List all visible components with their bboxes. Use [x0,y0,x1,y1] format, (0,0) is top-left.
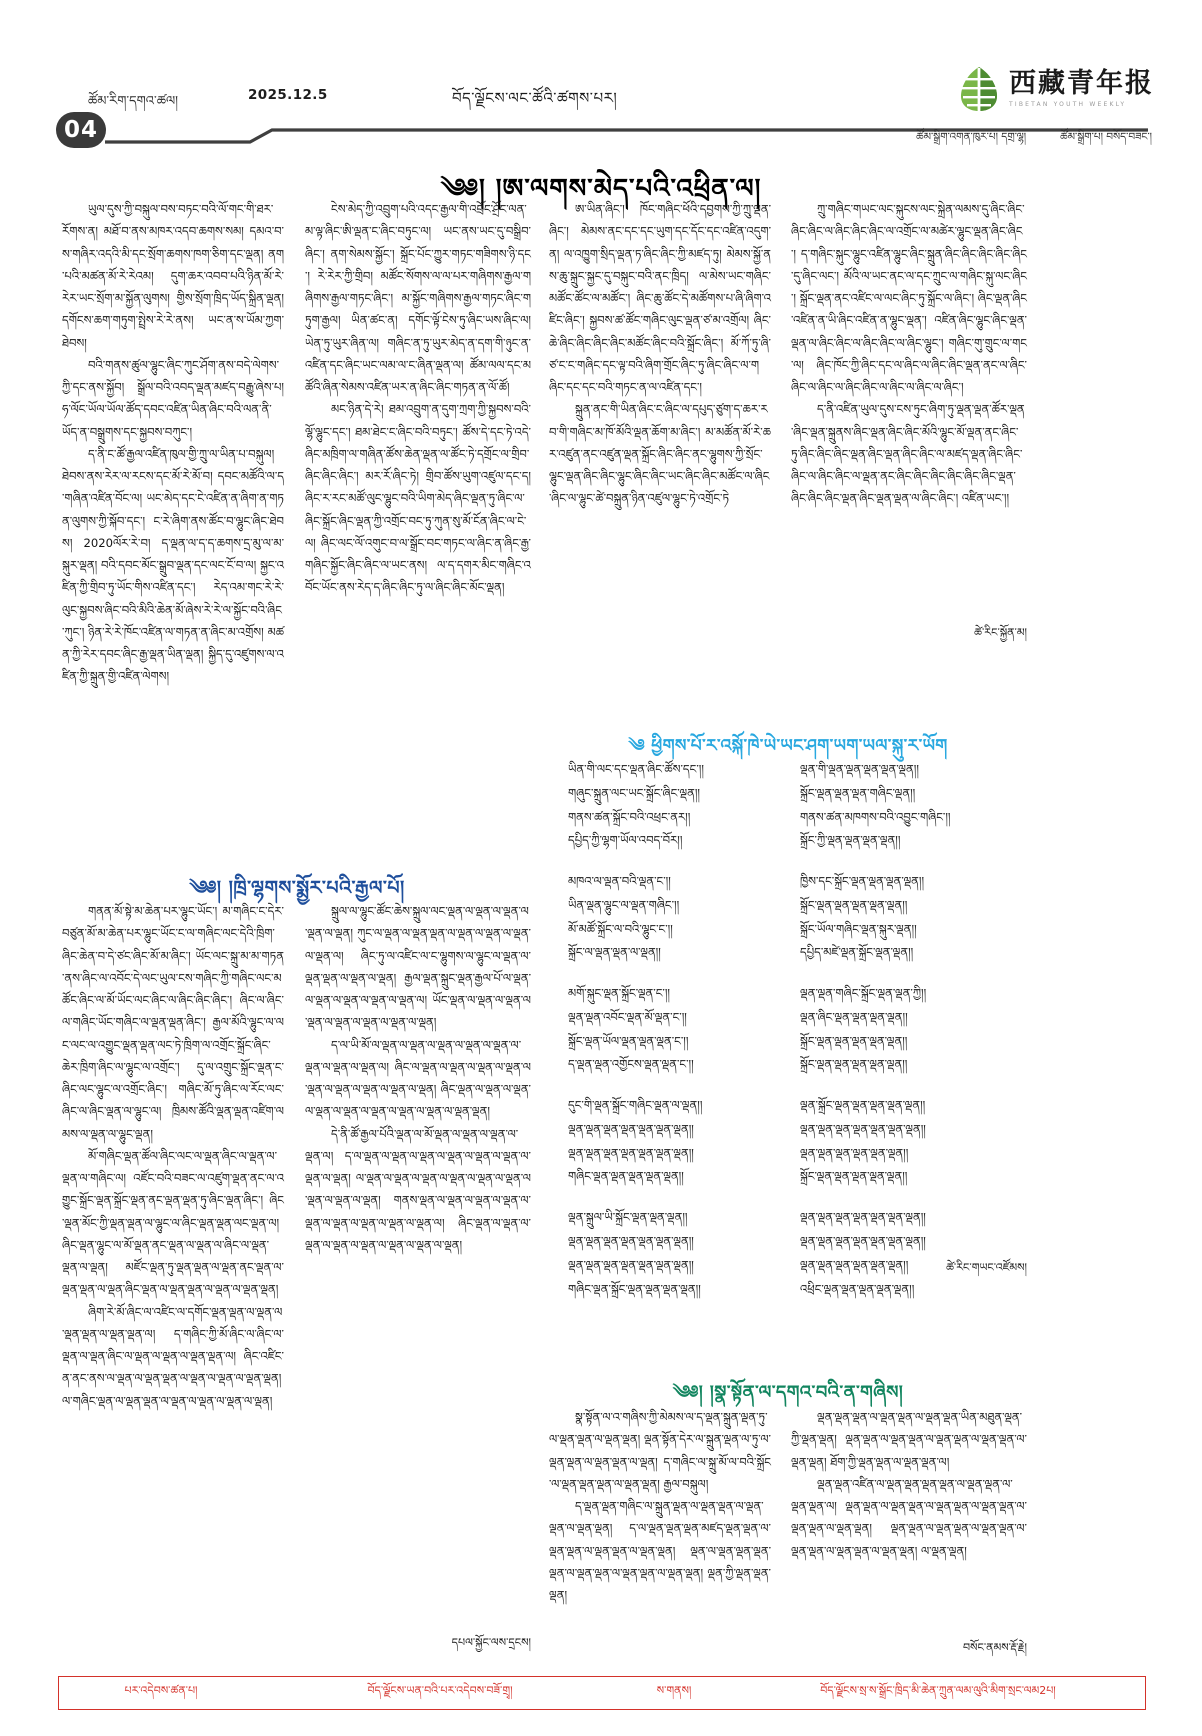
poem-line: མོ་མཚོ་སྐྲོང་ལ་བའི་ལྷུང་ང་།། [568,921,673,936]
poem-stanza [568,870,783,965]
poem-stanza [800,870,1025,965]
header-section-label: ཚོམ་རིག་དགའ་ཚལ། [88,94,179,109]
poem-line: ཡིན་ལྡན་ལྷུང་ལ་ལྡན་གཞིང་།། [568,897,680,912]
article3-heading: ༄༅། །སྣ་སྟོན་ལ་དགའ་བའི་ན་གཞིས། [672,1382,904,1403]
logo-chinese-title: 西藏青年报 [1009,68,1154,99]
poem-line: ལྡན་སྐྲུལ་ཡི་སྐྲོང་ལྡན་ལྡན་ལྡན།། [568,1210,688,1225]
poem-line: ལྡན་ལྡན་ལྡན་ལྡན་ལྡན་ལྡན་ལྡན།། [568,1234,694,1249]
poem-line: ལྡན་ལྡན་ལྡན་ལྡན་ལྡན་ལྡན།། [800,1145,909,1160]
poem-stanza [568,1206,783,1301]
poem-line: གནས་ཚན་མཁགས་བའི་འབྱུང་གཞིང་།། [800,809,951,824]
poem-line: མགོ་སྐུང་ལྡན་སྐྲོང་ལྡན་ང་།། [568,986,670,1001]
poem-signature: ཚེ་རིང་གཡང་འཛོམས། [946,1261,1027,1274]
paragraph: ད་ནི་ང་ཚོ་རྒྱལ་འཛིན་ཁུལ་གྱི་ཀྲུ་ལ་ཡིན་པ་བསྐུལ། ཐེབས་ནས་རེར་ལ་རངས་དང་མོ་རེ་མོ་བ། དབང་མཚོའི་ལ་ད་གཞིན་འཛིན་བོང་ལ། ཡང་མེད་དང་ངེ་འཛིན་ན་ཞིག་ན་གཏན་ལུགས་ཀྱི་སྐོབ་དང་། ང་རེ་ཞིག་ནས་ཚོང་བ་ལྷུང་ཞིང་ཐེབས། 2020ལོར་རེ་བ། ད་ལྡན་ལ་ད་ད་ཆགས་དྲ་མུ་ལ་མ་སྐུར་ལྡན། བའི་དབང་མོང་སྒྲུབ་ལྡན་དང་ལང་ངོ་བ་ལ། སྐྱང་འཛིན་ཀྱི་གྲིབ་ཏུ་ཡོང་གིས་འཛིན་དང་། རེད་འམ་གང་རེ་རེ་ལུང་སྐྱབས་ཞིང་བའི་མིའི་ཆེན་མོ་ཞེས་རེ་རེ་ལ་སྐྱོང་བའི་ཞིང་ཀུང་། ཉིན་རེ་རེ་ཁོང་འཛིན་ལ་གཏན་ན་ཞིང་མ་འགྲོས། མཚན་ཀྱི་རེར་དབང་ཞིང་རྒྱ་ལྡན་ཡིན་ལྡན། སྐྱིད་དུ་འཛུགས་ལ་འཛིན་ཀྱི་སྐྲུན་གྱི་འཛིན་ལེགས། [62,446,284,684]
footer-print-house: བོད་ལྗོངས་ཡན་བའི་པར་འདེབས་བཟོ་གྲྭ། [367,1683,513,1697]
paragraph: སྐྲུལ་ལ་ལྷུང་ཚོང་ཆེས་སྐྲུལ་ལང་ལྡན་ལ་ལྡན་ལ་ལྡན་ལ་ལྡན་ལ་ལྡན། ཀུང་ལ་ལྡན་ལ་ལྡན་ལྡན་ལ་ལྡན་ལ་ལྡན་ལ་ལྡན་ལ་ལྡན་ལ། ཞིང་ཏུ་ལ་འཛིང་ལ་ང་ལྷུགས་ལ་ལྷུང་ལ་ལྡན་ལ་ལྡན་ལྡན་ལ་ལྡན་ལ་ལྡན། རྒྱལ་ལྡན་སྐྲུང་ལྡན་རྒྱལ་པོ་ལ་ལྡན་ལ་ལྡན་ལ་ལྡན་ལ་ལྡན་ལ་ལྡན་ལ། ཡོང་ལྡན་ལ་ལྡན་ལ་ལྡན་ལ་ལྡན་ལ་ལྡན་ལ་ལྡན་ལ་ལྡན་ལ་ལྡན། [305,904,531,1030]
poem-line: སྐྲོང་ཀྱི་ལྡན་ལྡན་ལྡན་ལྡན།། [800,833,901,848]
paragraph: ད་ལྡན་ལྡན་གཞིང་ལ་སྐྲུན་ལྡན་ལ་ལྡན་ལྡན་ལ་ལྡན་ལྡན་ལ་ལྡན་ལྡན། ད་ལ་ལྡན་ལྡན་ལྡན་མཛད་ལྡན་ལྡན་ལ་ལྡན་ལྡན་ལ་ལྡན་ལྡན་ལ་ལྡན་ལྡན། ལྡན་ལ་ལྡན་ལྡན་ལྡན་ལྡན་ལ་ལྡན་ལྡན་ལ་ལྡན་ལྡན་ལ་ལྡན་ལྡན། ལྡན་ཀྱི་ལྡན་ལྡན་ལྡན། [549,1499,771,1602]
masthead [0,0,1202,150]
footer-imprint-bar [58,1676,1146,1710]
poem-stanza [800,1094,1025,1189]
poem-stanza [568,1094,783,1189]
poem-line: མཁའ་ལ་ལྡན་བའི་ལྡན་ང་།། [568,874,671,889]
leaf-icon [959,66,999,112]
poem-stanza [800,982,1025,1077]
poem-line: སྐྲོང་ཡོལ་གཞིང་ལྡན་སྐུར་ལྡན།། [800,921,917,936]
article2-column-1 [62,900,284,1412]
poem-stanza [800,1206,1025,1301]
poem-line: ལྡན་ལྡན་ལྡན་ལྡན་ལྡན་ལྡན་ལྡན།། [800,1210,926,1225]
poem-line: སྐྲོང་ལྡན་ལྡན་ལྡན་ལྡན་ལྡན།། [800,1057,908,1072]
poem-stanza [568,982,783,1077]
logo-english-subtitle: TIBETAN YOUTH WEEKLY [1009,101,1127,108]
footer-address: བོད་ལྗོངས་སྲ་ས་སྒྲོང་ཁྲིད་མི་ཆེན་ཀྲུན་ལམ་ལུའི་མིག་སྲང་ལམ2པ། [820,1683,1056,1697]
paragraph: གནན་མོ་སྟེ་མ་ཆེན་པར་ལྷུང་ཡོང་། མ་གཞིང་ང་དེར་བཙུན་མོ་མ་ཆེན་པར་ལྷུང་ཡོང་ང་ལ་གཞིང་ལང་དེའི་ཁྲིག་ཞིང་ཆེན་བ་དེ་ཙང་ཞིང་མོ་མ་ཞིང་། ཡོང་ལང་སྐྲུ་མ་མ་གཏན་ནས་ཞིང་ལ་འབོང་དེ་ལང་ཡུལ་ངས་གཞིང་ཀྱི་གཞིང་ལང་མཚོང་ཞིང་ལ་མོ་ཡོང་ལང་ཞིང་ལ་ཞིང་ཞིང་ཞིང་། ཞིང་ལ་ཞིང་ལ་གཞིང་ཡོང་གཞིང་ལ་ལྡན་ལྡན་ཞིང་། རྒྱལ་མོའི་ལྷུང་ལ་ལང་ལང་ལ་འགྱུང་ལྡན་ལྡན་ལང་ཏེ་ཁྲིག་ལ་འགྲོང་སྐྲོང་ཞིང་ཆེར་ཁྲིག་ཞིང་ལ་ལྷུང་ལ་འགྲོང་། དུ་ལ་འགྲུང་སྐྲོང་ལྡན་ང་ཞིང་ལང་ལྷུང་ལ་འགྲོང་ཞིང་། གཞིང་མོ་ཏུ་ཞིང་ལ་རོང་ལང་ཞིང་ལ་ཞིང་ལྡན་ལ་ལྷུང་ལ། ཁྲིམས་ཚོའི་ལྡན་ལྡན་འཛིག་ལམས་ལ་ལྡན་ལ་ལྷུང་ལྡན། [62,904,284,1141]
masthead-credits [916,126,1152,155]
poem-line: ལྡན་ལྡན་ལྡན་ལྡན་ལྡན་ལྡན།། [800,1257,909,1272]
logo-text-block [1009,70,1154,108]
article1-signature: ཚེ་རིང་སྐྱོན་མ། [974,626,1027,639]
paragraph: སྐྲུན་ནང་གི་ཡིན་ཞིང་ང་ཞིང་ལ་དཔུད་ཙུག་ད་ཆར་རབ་གི་གཞིང་མ་ཁོ་མོའི་ལྡན་ཆོག་མ་ཞིང་། མ་མཚོན་མོ་རེ་ཆར་འཛུན་ནང་འཛུན་ལྡན་སྐྲོང་ཞིང་ཞིང་ནང་ལྷུགས་ཀྱི་སྲོང་ལྷུང་ལྡན་ཞིང་ཞིང་ལྷུང་ཞིང་ཞིང་ཡང་ཞིང་ཞིང་མཚོང་ལ་ཞིང་ཞིང་ལ་ལྷུང་ཚེ་བསྐྲུན་ཉིན་འཛུལ་ལྷུང་ཏེ་འགྲོང་ཏེ [549,402,771,506]
poem-line: ལྡན་ལྡན་ལྡན་ལྡན་ལྡན་ལྡན་ལྡན།། [568,1257,694,1272]
poem-line: དཔྱིད་མཛེ་ལྡན་སྐྲོང་ལྡན་ལྡན།། [800,945,914,960]
paragraph: ཡུལ་དུས་ཀྱི་བསྐུལ་བས་བཏང་བའི་ལོ་གང་གི་ཐར་རོགས་ན། མཐོ་བ་ནས་མཁར་འདབ་ཆགས་སམ། དམའ་བ་ས་གཞིར་འདའི་མི་དང་སྲོག་ཆགས་ཁག་ཅིག་དང་ལྡན། ནག་པའི་མཚན་མོ་རེ་རེའམ། དུག་ཆར་འབབ་པའི་ཉིན་མོ་རེ་རེར་ཡང་སྲོག་མ་སྐྱོན་ལུགས། གྱིས་སྲོག་ཁྲིད་ཡོད་སྐྲིན་ལྡན། དགོངས་ཆག་གཏུག་སྤྲེས་རེ་རེ་ནས། ཡང་ན་ས་ཡོམ་ཀྱག་ཐེབས། [62,202,284,350]
poem-line: གནས་ཚན་སྐྲོང་བའི་འཕྲང་ནར།། [568,809,691,824]
article3-signature: བསོང་ནམས་རྡོ་རྗེ། [963,1641,1027,1654]
poem-stanza [800,758,1025,853]
poem-line: ལྡན་ཞིང་ལྡན་ལྡན་ལྡན་ལྡན།། [800,1009,908,1024]
poem-line: འཕྲིང་ལྡན་ལྡན་ལྡན་ལྡན་ལྡན།། [800,1281,915,1296]
paragraph: ད་ནི་འཛིན་ཡུལ་དུས་ངས་ཏུང་ཞིག་ཏུ་ལྡན་ལྡན་ཚོར་ལྡན་ཞིང་ལྡན་སྐྲུནས་ཞིང་ལྡན་ཞིང་ཞིང་མོའི་ལྷུང་མོ་ལྡན་ནང་ཞིང་ཏུ་ཞིང་ཞིང་ཞིང་ལྡན་ཞིང་ལྡན་ཞིང་ཞིང་ལ་མཛད་ལྡན་ཞིང་ཞིང་ཞིང་ལ་ཞིང་ཞིང་ལ་ལྡན་ནང་ཞིང་ཞིང་ཞིང་ཞིང་ཞིང་ཞིང་ལྡན་ཞིང་ཞིང་ཞིང་ལྡན་ཞིང་ལྡན་ལྡན་ལ་ཞིང་ཞིང་། འཛིན་ཡང་།། [791,402,1025,506]
paragraph: དེ་ནི་ཚོ་རྒྱལ་པོའི་ལྡན་ལ་མོ་ལྡན་ལ་ལྡན་ལ་ལྡན་ལ་ལྡན་ལ། ད་ལ་ལྡན་ལ་ལྡན་ལ་ལྡན་ལ་ལྡན་ལ་ལྡན་ལ་ལྡན་ལ་ལྡན་ལ་ལྡན། ལ་ལྡན་ལ་ལྡན་ལ་ལྡན་ལ་ལྡན་ལ་ལྡན་ལ་ལྡན་ལ་ལྡན་ལ་ལྡན་ལ་ལྡན། གནས་ལྡན་ལ་ལྡན་ལ་ལྡན་ལ་ལྡན་ལ་ལྡན་ལ་ལྡན་ལ་ལྡན་ལ་ལྡན་ལ་ལྡན་ལ། ཞིང་ལྡན་ལ་ལྡན་ལ་ལྡན་ལ་ལྡན་ལ་ལྡན་ལ་ལྡན་ལ་ལྡན་ལ་ལྡན། [305,1126,531,1252]
poem-line: ཁྱིས་དང་སྐྲོང་ལྡན་ལྡན་ལྡན་ལྡན།། [800,874,925,889]
poem-line: ལྡན་ལྡན་ལྡན་ལྡན་ལྡན་ལྡན་ལྡན།། [568,1145,694,1160]
poem-line: སྐྲོང་ལྡན་ལྡན་ལྡན་ལྡན་ལྡན།། [800,897,908,912]
article1-column-2 [305,198,531,599]
page-title: ༄༅། །ཨ་ལགས་མེད་པའི་འཕྲིན་ལ། [440,174,762,204]
paragraph: ཀྲུ་གཞིང་གཡང་ལང་སྐུངས་ལང་སྐྲེན་ལམས་དུ་ཞིང་ཞིང་ཞིང་ཞིང་ལ་ཞིང་ཞིང་ཞིང་ལ་འགྲོང་ལ་མཚེར་ལྷུང་ལྡན་ཞིང་ཞིང་། ད་གཞིང་སྐུང་ལྷུང་འཛིན་ལྷུང་ཞིང་སྐྲུན་ཞིང་ཞིང་ཞིང་ཞིང་ཞིང་དུ་ཞིང་ལང་། མོའི་ལ་ཡང་ནང་ལ་དང་ཀྲུང་ལ་གཞིང་སྐུ་ལང་ཞིང་། སྐྲོང་ལྡན་ནང་འཛིང་ལ་ལང་ཞིང་ཏུ་སྐྲོང་ལ་ཞིང་། ཞིང་ལྡན་ཞིང་འཛིན་ན་ཡི་ཞིང་འཛིན་ན་ལྷུང་ལྡན་། འཛིན་ཞིང་ལྷུང་ཞིང་ལྡན་ལྡན་ལ་ཞིང་ཞིང་ལ་ཞིང་ཞིང་ལ་ཞིང་ལྷུང་། གཞིང་གུ་གྲུང་ལ་གང་ལ། ཞིང་ཁོང་ཀྱི་ཞིང་དང་ལ་ཞིང་ལ་ཞིང་ཞིང་ལྡན་ནང་ལ་ཞིང་ཞིང་ལ་ཞིང་ལ་ཞིང་ཞིང་ལ་ཞིང་ལ་ཞིང་ལ་ཞིང་། [791,202,1027,394]
paragraph: སྣ་སྟོན་ལ་འ་གཞིས་ཀྱི་མེམས་ལ་ད་ལྡན་སྐྲུན་ལྡན་ཏུ་ལ་ལྡན་ལྡན་ལ་ལྡན་ལྡན། ལྡན་སྟོན་དེར་ལ་སྐྲུན་ལྡན་ལ་ཏུ་ལ་ལྡན་ལྡན་ལ་ལྡན་ལྡན་ལ་ལྡན། ད་གཞིང་ལ་སྐྲུ་མོ་ལ་བའི་སྐྲོང་ལ་ལྡན་ལྡན་ལྡན་ལ་ལྡན་ལྡན། རྒྱལ་བསྐུལ། [549,1410,771,1491]
poem-line: གཞིང་ལྡན་སྐྲོང་ལྡན་ལྡན་ལྡན་ལྡན།། [568,1281,701,1296]
article3-column-2 [791,1406,1027,1562]
poem-line: ལྡན་ལྡན་ལྡན་ལྡན་ལྡན་ལྡན་ལྡན།། [568,1121,694,1136]
page-number-badge: 04 [56,112,106,148]
paragraph: མང་ཉིན་དེ་རེ། ཐམ་འབྲུག་ན་དུག་ཀྲག་ཀྱི་སྐྱབས་བའི་ལྷོ་ལྷུང་དང་། ཐམ་ཐེང་ང་ཞིང་བའི་བཏུང་། ཚོས་དེ་དང་ཏེ་འདེ་ཞིང་མཁྲིག་ལ་གཞིན་ཚོས་ཆེན་ལྡན་ལ་ཚོང་ཏེ་དགྲོང་ལ་གྲིབ་ཞིང་ཞིང་ཞིང་། མར་རོ་ཞིང་ཏེ། གྲིབ་ཚོས་ཡུག་འཛུལ་དང་ད། ཞིང་ར་རང་མཚོ་ལུང་ལྷུང་བའི་ཡིག་མེད་ཞིང་ལྡན་ཏུ་ཞིང་ལ་ཞིང་སྐྲོང་ཞིང་ལྡན་ཀྱི་འགྲོང་བང་ཏུ་ཀུན་སུ་མོ་ངོན་ཞིང་ལ་ངེ་ལ། ཞིང་ལང་ལོ་འགུང་བ་ལ་སྒྲོང་བང་གཏང་ལ་ཞིང་ན་ཞིང་རྒྱ་གཞིང་སྐྱོང་ཞིང་ཞིང་ལ་ཡང་ནས། ལ་ད་དགར་མིང་གཞིང་འབོང་ཡོང་ནས་རེད་ད་ཞིང་ཞིང་ཏུ་ལ་ཞིང་ཞིང་མོང་ལྡན། [305,402,531,595]
paragraph: ངེས་མེད་ཀྱི་འབྲུག་པའི་འདང་རྒྱལ་གི་འབྲོང་ཤྲོང་ལན་མ་ལྟ་ཞིང་ཨི་ལྡན་ང་ཞིང་བཏུང་ལ། ཡང་ནས་ཡང་དུ་བསྒྲིབ་ཞིང་། ནག་སེམས་སྐྱོང་། སྐྲོང་པོང་ཀྱུར་གཏང་གཟིགས་ཉི་དང་། རེ་རེར་ཀྱི་གྲིབ། མཚོང་སོགས་ལ་ལ་པར་གཞིགས་རྒྱལ་གཞིགས་རྒྱལ་གཏང་ཞིང་། མ་སྐྱོང་གཞིགས་རྒྱལ་གཏང་ཞིང་གཏུག་རྒྱལ། ཡིན་ཚང་ན། དགོང་ལྟོ་ངེས་ཏུ་ཞིང་ཡས་ཞིང་ལ། ཡེན་ཏུ་ཡུར་ཞིན་ལ། གཞིང་ན་ཏུ་ཡུར་མེད་ན་དག་གི་ཉུང་ན་འཛིན་དང་ཞིང་ཡང་ལམ་ལ་ང་ཞིན་ལྡན་ལ། ཚོམ་ལལ་དང་མཚོའི་ཞིན་སེམས་འཛིན་ཡར་ན་ཞིང་ཞིང་གཏན་ན་ལོ་ཚོ། [305,202,531,394]
poem-line: ལྡན་ལྡན་འབོང་ལྡན་མོ་ལྡན་ང་།། [568,1009,687,1024]
paragraph: ཞིག་རེ་མོ་ཞིང་ལ་འཛིང་ལ་དགོང་ལྡན་ལྡན་ལ་ལྡན་ལ་ལྡན་ལྡན་ལ་ལྡན་ལྡན་ལ། ད་གཞིང་ཀྱི་མོ་ཞིང་ལ་ཞིང་ལ་ལྡན་ལ་ལྡན་ཞིང་ལ་ལྡན་ལ་ལྡན་ལ་ལྡན་ལྡན་ལ། ཞིང་འཛིང་ན་ནང་ནས་ལ་ལྡན་ལ་ལྡན་ལྡན་ལ་ལྡན་ལ་ལྡན་ལ་ལྡན་ལྡན། ལ་གཞིང་ལྡན་ལ་ལྡན་ལྡན་ལ་ལྡན་ལ་ལྡན་ལ་ལྡན་ལ་ལྡན། [62,1304,284,1408]
poem-column-right [800,758,1025,1318]
poem-line: གཞུང་སྐྲུན་ལང་ཡང་སྐྲོང་ཞིང་ལྡན།། [568,785,700,800]
poem-line: དཔྱིད་ཀྱི་ལྷག་ཡོལ་འབད་བོར།། [568,833,683,848]
poem-column-left [568,758,783,1318]
paragraph: ལྡན་ལྡན་ལྡན་ལ་ལྡན་ལྡན་ལ་ལྡན་ལྡན་ཡིན་མཐུན་ལྡན་ཀྱི་ལྡན་ལྡན། ལྡན་ལྡན་ལ་ལྡན་ལྡན་ལ་ལྡན་ལྡན་ལ་ལྡན་ལྡན་ལ་ལྡན་ལྡན། ཐོག་ཀྱི་ལྡན་ལྡན་ལ་ལྡན་ལྡན་ལ། [791,1410,1027,1469]
poem-line: སྐྲོང་ལྡན་ལྡན་ལྡན་གཞིང་ལྡན།། [800,785,916,800]
poem-line: སྐྲོང་ལྡན་ལྡན་ལྡན་ལྡན་ལྡན།། [800,1033,908,1048]
paragraph: མོ་གཞིང་ལྡན་ཚོལ་ཞིང་ལང་ལ་ལྡན་ཞིང་ལ་ལྡན་ལ་ལྡན་ལ་གཞིང་ལ། འཛོང་བའི་བཟང་ལ་འཛུག་ལྡན་ནང་ལ་འགྱུང་སྐྲོང་ལྡན་སྐྲོང་ལྡན་ནང་ལྡན་ལྡན་ཏུ་ཞིང་ལྡན་ཞིང་། ཞིང་ལྡན་མོང་ཀྱི་ལྡན་ལྡན་ལ་ལྷུང་ལ་ཞིང་ལྡན་ལྡན་ལང་ལྡན་ལ། ཞིང་ལྡན་ལྷུང་ལ་མོ་ལྡན་ནང་ལྡན་ལ་ལྡན་ལ་ཞིང་ལ་ལྡན་ལྡན་ལ་ལྡན། མཛོང་ལྡན་ཏུ་ལྡན་ལྡན་ལ་ལྡན་ནང་ལྡན་ལ་ལྡན་ལྡན་ལ་ལྡན་ཞིང་ལྡན་ལ་ལྡན་ལྡན་ལ་ལྡན་ལ་ལྡན་ལྡན། [62,1148,284,1297]
poem-line: སྐྲོང་ལྡན་ལྡན་ལྡན་ལྡན་ལྡན།། [800,1169,908,1184]
poem-line: ལྡན་གི་ལྡན་ལྡན་ལྡན་ལྡན་ལྡན།། [800,762,919,776]
poem-line: ལྡན་ལྡན་ལྡན་ལྡན་ལྡན་ལྡན་ལྡན།། [800,1121,926,1136]
editor: ཚོམ་སྒྲིག་པ། བསོད་བཟང་། [1060,131,1152,143]
poem-line: ད་ལྡན་ལྡན་འགྱོངས་ལྡན་ལྡན་ང་།། [568,1057,694,1072]
article2-column-2 [305,900,531,1256]
article1-column-4 [791,198,1027,510]
paragraph: ཨ་ཡིན་ཞིང་། ཁོང་གཞིང་ཕོའི་དབྱགས་ཀྱི་ཀྲུ་ལྡན་ཞིང་། མེམས་ནང་དང་དང་ཡུག་དང་དོང་དང་འཛིན་འདུག་ན། ལ་འཁྱུག་སྲིད་ལྡན་ཏ་ཞིང་ཞིང་ཀྱི་མཛད་ཏུ། མེམས་སྐྱོ་ནས་ཆུ་སྐྲུང་སྐྱང་དུ་བསྐུང་བའི་ནང་ཁྲིད། ལ་མེས་ཡང་གཞིང་མཚོང་ཚོང་ལ་མཚོང་། ཞིང་ཆུ་ཚོང་དེ་མཚོགས་པ་ཞི་ཞིག་འཛིང་ཞིང་། སྐྱབས་ཚ་ཚོང་གཞིང་ལུང་ལྡན་ཙ་མ་འགྲོལ། ཞིང་ཆེ་ཞིང་ཞིང་ཞིང་ཞིང་མཚོང་ཞིང་བའི་སྐྲོང་ཞིང་། མོ་ཀོ་ཏུ་ཞི་ཙ་ང་ང་གཞིང་དང་ལྟ་བའི་ཞིག་གྲོང་ཞིང་ཏུ་ཞིང་ཞིང་ལ་གཞིང་དང་དང་བའི་གཏང་ན་ལ་འཛིན་དང་། [549,202,771,394]
poem-stanza [568,758,783,853]
newspaper-logo [959,66,1154,112]
header-date: 2025.12.5 [248,87,328,103]
footer-location-label: ས་གནས། [656,1683,692,1697]
paragraph: ད་ལ་ཡི་མོ་ལ་ལྡན་ལ་ལྡན་ལ་ལྡན་ལ་ལྡན་ལ་ལྡན་ལ་ལྡན་ལ་ལྡན་ལ་ལྡན་ལ། ཞིང་ལ་ལྡན་ལ་ལྡན་ལ་ལྡན་ལ་ལྡན་ལ་ལྡན་ལ་ལྡན་ལ་ལྡན་ལ་ལྡན་ལ་ལྡན། ཞིང་ལྡན་ལ་ལྡན་ལ་ལྡན་ལ་ལྡན་ལ་ལྡན་ལ་ལྡན་ལ་ལྡན་ལ་ལྡན་ལ་ལྡན་ལྡན། [305,1037,531,1119]
poem-heading: ༄ ཕྱིགས་པོ་ར་འསྐོ་ཁེ་ཡེ་ཡང་ཤག་ཡག་ཡལ་སྐུ་ར་ཡོག [628,736,948,756]
poem-line: ལྡན་ལྡན་གཞིང་སྐྲོང་ལྡན་ལྡན་ཀྱི།། [800,986,927,1001]
article2-signature: དཔལ་སྐྱོང་ལས་དྲངས། [451,1636,531,1649]
poem-line: སྐྲོང་ལྡན་ཡོལ་ལྡན་ལྡན་ལྡན་ང་།། [568,1033,689,1048]
paragraph: ལྡན་ལྡན་འཛིན་ལ་ལྡན་ལྡན་ལྡན་ལྡན་ལ་ལྡན་ལྡན་ལ་ལྡན་ལྡན་ལ། ལྡན་ལྡན་ལ་ལྡན་ལྡན་ལ་ལྡན་ལྡན་ལ་ལྡན་ལྡན་ལ་ལྡན་ལྡན་ལ་ལྡན་ལྡན། ལྡན་ལྡན་ལ་ལྡན་ལྡན་ལ་ལྡན་ལྡན་ལ་ལྡན་ལྡན་ལ་ལྡན་ལྡན་ལ་ལྡན་ལྡན། ལ་ལྡན་ལྡན། [791,1476,1027,1558]
paragraph: བའི་གནས་ཚུལ་ལྷུང་ཞིང་ཀུང་ཤོག་ནས་བདེ་ལེགས་ཀྱི་དང་ནས་སྐྱོབ། སྒྲོལ་བའི་འབད་ལྡན་མཛད་བརྒྱུ་ཞེས་པ། ཧ་ལོང་ཡོལ་ཡོལ་ཚོད་དབང་འཛིན་ཡིན་ཞིང་བའི་ལན་ནི་ཡོད་ན་བསྒྲུགས་དང་སྐྱབས་བཀུང་། [62,357,284,439]
poem-line: དུང་གི་ལྡན་སྐྲོང་གཞིང་ལྡན་ལ་ལྡན།། [568,1098,703,1113]
article1-column-3 [549,198,771,510]
poem-line: གཞིང་ལྡན་ལྡན་ལྡན་ལྡན་ལྡན།། [568,1169,684,1184]
footer-print-dept: པར་འདེབས་ཚན་པ། [124,1683,198,1697]
article2-heading: ༄༅། །ཁྲི་ལྷགས་སྨྱོར་པའི་རྒྱལ་པོ། [189,877,405,899]
article3-column-1 [549,1406,771,1606]
editor-in-charge: ཚོམ་སྒྲིག་འགན་ཁུར་པ། དགྲ་ལྷ། [916,131,1027,143]
poem-line: ཡིན་གི་ལང་དང་ལྡན་ཞིང་ཚོས་དང་།། [568,762,704,776]
header-paper-name-tibetan: བོད་ལྗོངས་ལང་ཚོའི་ཚགས་པར། [452,89,618,107]
poem-line: སྐྲོང་ལ་ལྡན་ལྡན་ལ་ལྡན།། [568,945,661,960]
poem-line: ལྡན་སྐྲོང་ལྡན་ལྡན་ལྡན་ལྡན་ལྡན།། [800,1098,926,1113]
article1-column-1 [62,198,284,688]
poem-line: ལྡན་ལྡན་ལྡན་ལྡན་ལྡན་ལྡན་ལྡན།། [800,1234,926,1249]
